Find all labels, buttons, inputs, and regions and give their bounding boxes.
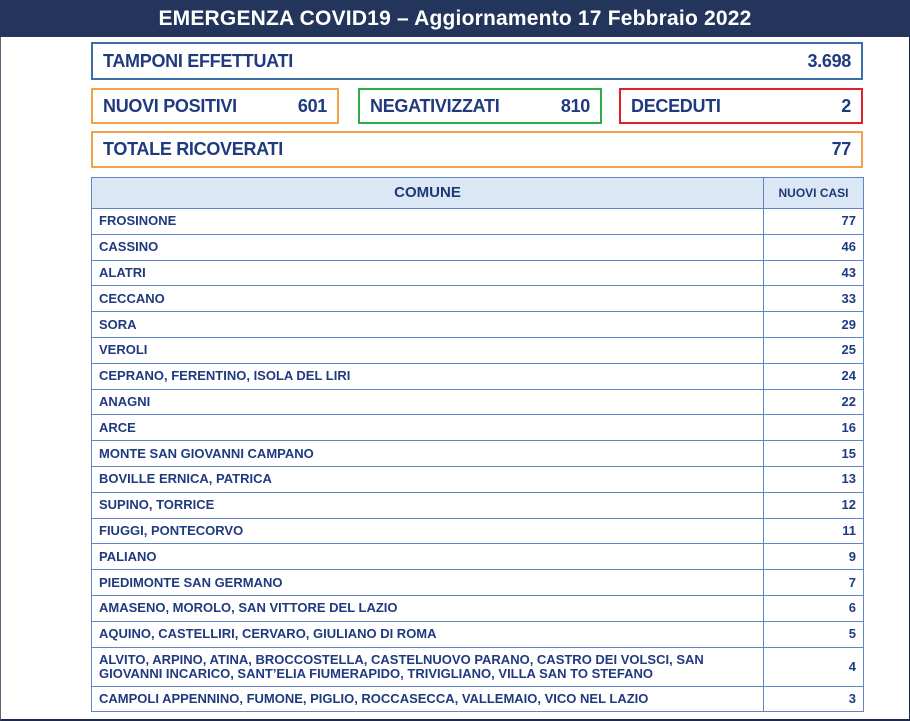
table-row	[92, 286, 864, 312]
col-header-nuovi-casi: NUOVI CASI	[764, 178, 864, 209]
deceduti-value: 2	[841, 95, 851, 116]
table-row	[92, 647, 864, 686]
table-row	[92, 260, 864, 286]
nuovi-casi-cell: 13	[764, 466, 864, 492]
negativizzati-value: 810	[560, 95, 590, 116]
negativizzati-box	[358, 88, 602, 124]
col-header-comune: COMUNE	[92, 178, 764, 209]
nuovi-casi-cell: 5	[764, 621, 864, 647]
table-row	[92, 415, 864, 441]
table-row	[92, 492, 864, 518]
comune-cell: PIEDIMONTE SAN GERMANO	[92, 570, 764, 596]
nuovi-casi-cell: 29	[764, 312, 864, 338]
table-row	[92, 466, 864, 492]
table-header-row	[92, 178, 864, 209]
page-title	[0, 0, 910, 37]
nuovi-casi-cell: 25	[764, 337, 864, 363]
comuni-table	[91, 177, 864, 712]
comune-cell: AQUINO, CASTELLIRI, CERVARO, GIULIANO DI ROMA	[92, 621, 764, 647]
table-body	[92, 209, 864, 712]
comune-cell: VEROLI	[92, 337, 764, 363]
comune-cell: ALVITO, ARPINO, ATINA, BROCCOSTELLA, CASTELNUOVO PARANO, CASTRO DEI VOLSCI, SAN GIOVANNI INCARICO, SANT’ELIA FIUMERAPIDO, TRIVIGLIANO, VILLA SAN TO STEFANO	[92, 647, 764, 686]
nuovi-casi-cell: 22	[764, 389, 864, 415]
comune-cell: CEPRANO, FERENTINO, ISOLA DEL LIRI	[92, 363, 764, 389]
tamponi-box	[91, 42, 863, 80]
nuovi-casi-cell: 12	[764, 492, 864, 518]
table-row	[92, 570, 864, 596]
table-row	[92, 389, 864, 415]
deceduti-box	[619, 88, 863, 124]
comune-cell: AMASENO, MOROLO, SAN VITTORE DEL LAZIO	[92, 595, 764, 621]
nuovi-casi-cell: 7	[764, 570, 864, 596]
comune-cell: FIUGGI, PONTECORVO	[92, 518, 764, 544]
negativizzati-label: NEGATIVIZZATI	[370, 95, 500, 116]
comune-cell: ARCE	[92, 415, 764, 441]
comune-cell: CECCANO	[92, 286, 764, 312]
nuovi-casi-cell: 33	[764, 286, 864, 312]
comune-cell: BOVILLE ERNICA, PATRICA	[92, 466, 764, 492]
table-row	[92, 234, 864, 260]
table-row	[92, 441, 864, 467]
tamponi-label: TAMPONI EFFETTUATI	[103, 50, 293, 71]
table-row	[92, 595, 864, 621]
nuovi-casi-cell: 3	[764, 686, 864, 712]
comune-cell: PALIANO	[92, 544, 764, 570]
nuovi-casi-cell: 15	[764, 441, 864, 467]
comune-cell: CAMPOLI APPENNINO, FUMONE, PIGLIO, ROCCASECCA, VALLEMAIO, VICO NEL LAZIO	[92, 686, 764, 712]
nuovi-casi-cell: 4	[764, 647, 864, 686]
table-row	[92, 544, 864, 570]
nuovi-casi-cell: 77	[764, 209, 864, 235]
deceduti-label: DECEDUTI	[631, 95, 721, 116]
table-row	[92, 337, 864, 363]
tamponi-value: 3.698	[807, 50, 851, 71]
nuovi-casi-cell: 9	[764, 544, 864, 570]
table-row	[92, 312, 864, 338]
page-title-text: EMERGENZA COVID19 – Aggiornamento 17 Febbraio 2022	[158, 6, 752, 30]
nuovi-casi-cell: 43	[764, 260, 864, 286]
comune-cell: SORA	[92, 312, 764, 338]
ricoverati-value: 77	[831, 139, 851, 159]
nuovi-casi-cell: 24	[764, 363, 864, 389]
nuovi-positivi-label: NUOVI POSITIVI	[103, 95, 237, 116]
comune-cell: FROSINONE	[92, 209, 764, 235]
table-row	[92, 621, 864, 647]
nuovi-casi-cell: 11	[764, 518, 864, 544]
comune-cell: ANAGNI	[92, 389, 764, 415]
table-row	[92, 686, 864, 712]
comune-cell: CASSINO	[92, 234, 764, 260]
nuovi-casi-cell: 16	[764, 415, 864, 441]
table-row	[92, 363, 864, 389]
table-row	[92, 209, 864, 235]
comune-cell: ALATRI	[92, 260, 764, 286]
comune-cell: SUPINO, TORRICE	[92, 492, 764, 518]
nuovi-positivi-box	[91, 88, 339, 124]
nuovi-casi-cell: 6	[764, 595, 864, 621]
nuovi-casi-cell: 46	[764, 234, 864, 260]
nuovi-positivi-value: 601	[297, 95, 327, 116]
comune-cell: MONTE SAN GIOVANNI CAMPANO	[92, 441, 764, 467]
ricoverati-label: TOTALE RICOVERATI	[103, 139, 283, 159]
table-row	[92, 518, 864, 544]
ricoverati-box	[91, 131, 863, 168]
